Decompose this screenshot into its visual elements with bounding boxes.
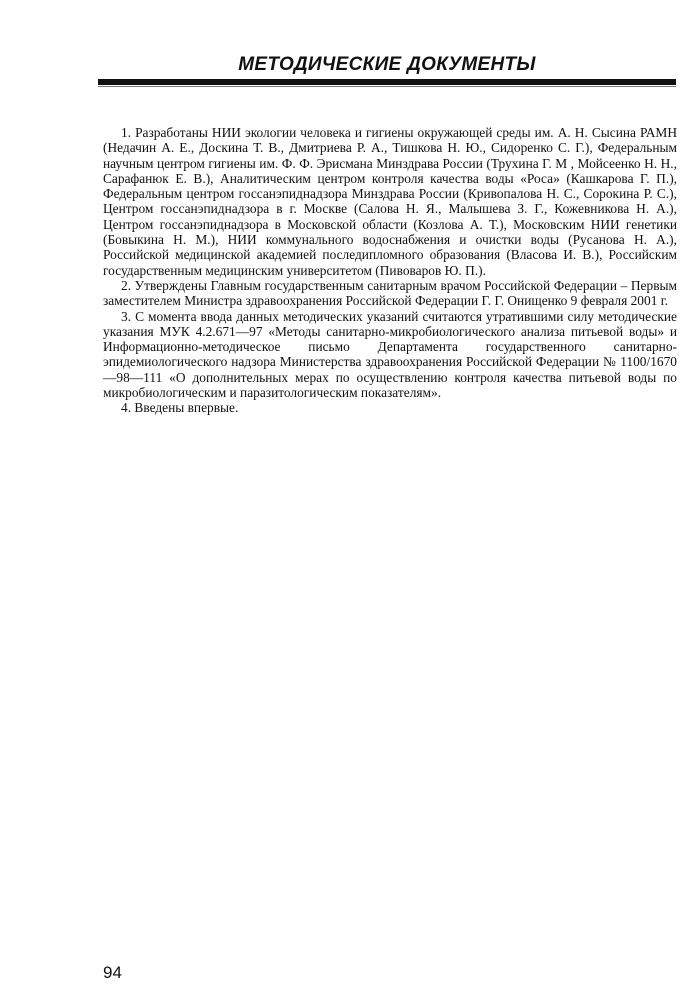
page-number: 94 [103, 963, 122, 982]
paragraph-introduced: 4. Введены впервые. [121, 400, 239, 416]
paragraph-superseded: 3. С момента ввода данных методических указаний считаются утратившими силу методические указания МУК 4.2.671—97 «Методы санитарно-микробиологического анализа питьевой воды» и Информационно-методическое письмо Департамента государственного санитарно-эпидемиологического надзора Министерства здравоохранения Российской Федерации № 1100/1670—98—111 «О дополнительных мерах по осуществлению контроля качества питьевой воды по микробиологическим и паразитологическим показателям». [103, 308, 677, 401]
paragraph-approval: 2. Утверждены Главным государственным санитарным врачом Российской Федерации – Первым заместителем Министра здравоохранения Российской Федерации Г. Г. Онищенко 9 февраля 2001 г. [103, 277, 677, 309]
paragraph-developers: 1. Разработаны НИИ экологии человека и гигиены окружающей среды им. А. Н. Сысина РАМН (Недачин А. Е., Доскина Т. В., Дмитриева Р. А., Тишкова Н. Ю., Сидоренко С. Г.), Федеральным научным центром гигиены им. Ф. Ф. Эрисмана Минздрава России (Трухина Г. М , Мойсеенко Н. Н., Сарафанюк Е. В.), Аналитическим центром контроля качества воды «Роса» (Кашкарова Г. П.), Федеральным центром госсанэпиднадзора Минздрава России (Кривопалова Н. С., Сорокина Р. С.), Центром госсанэпиднадзора в г. Москве (Салова Н. Я., Малышева З. Г., Кожевникова Н. А.), Центром госсанэпиднадзора в Московской области (Козлова А. Т.), Московским НИИ генетики (Бовыкина Н. М.), НИИ коммунального водоснабжения и очистки воды (Русанова Н. А.), Российской медицинской академией последипломного образования (Власова И. В.), Российским государственным медицинским университетом (Пивоваров Ю. П.). [103, 125, 677, 278]
document-body [103, 125, 677, 416]
header-rule-thin [98, 86, 676, 87]
header-rule [98, 79, 676, 85]
section-title: МЕТОДИЧЕСКИЕ ДОКУМЕНТЫ [238, 54, 536, 75]
